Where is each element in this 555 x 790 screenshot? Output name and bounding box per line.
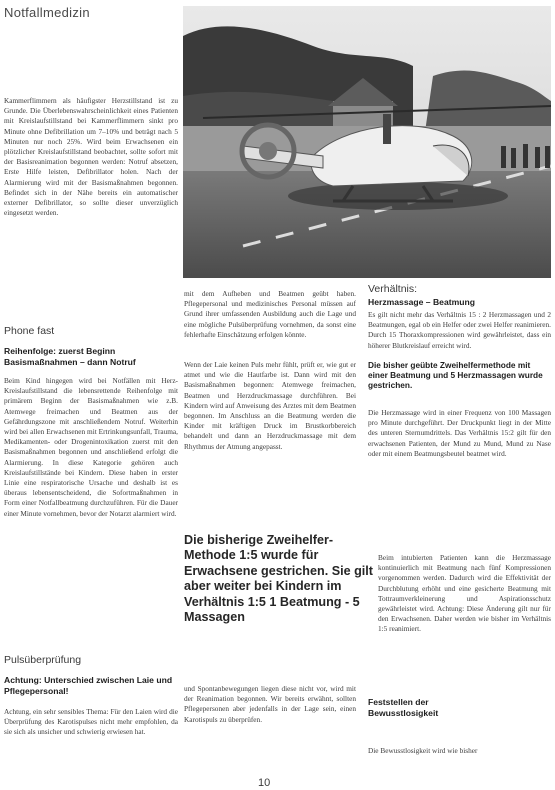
intro-paragraph: Kammerflimmern als häufigster Herzstillstand ist zu Grunde. Die Überlebenswahrscheinlichkeit eines Patienten mit Kreislaufstillstand bei Kammerflimmern sinkt pro Minute ohne Defibrillation um 7–10% und beträgt nach 5 Minuten nur noch 25%. Wird beim Erwachsenen ein plötzlicher Kreislaufstillstand beobachtet, sollte sofort mit der Basisreanimation begonnen werden: Notruf absetzen, Erste Hilfe leisten, Defibrillator holen. Nach der Alarmierung wird mit der Basismaßnahmen begonnen. Befindet sich in der Nähe bereits ein automatischer externer Defibrillator, so sollte dieser unverzüglich eingesetzt werden. [4, 96, 178, 218]
pulse-check-subheading: Achtung: Unterschied zwischen Laie und Pflegepersonal! [4, 675, 173, 696]
pulse-check-paragraph: Achtung, ein sehr sensibles Thema: Für den Laien wird die Überprüfung des Karotispulses nicht mehr empfohlen, da sie sich als unsicher und schwierig erwiesen hat. [4, 707, 178, 737]
consciousness-paragraph: Die Bewusstlosigkeit wird wie bisher [368, 746, 478, 755]
ratio-subheading: Herzmassage – Beatmung [368, 297, 475, 307]
helicopter-landing-image [183, 6, 551, 278]
middle-column-paragraph-3: und Spontanbewegungen liegen diese nicht vor, wird mit der Reanimation begonnen. Wir bereits erwähnt, sollten Pflegepersonen aber jedenfalls in der Lage sein, einen Karotispuls zu überprüfen. [184, 684, 356, 724]
phone-fast-paragraph: Beim Kind hingegen wird bei Notfällen mit Herz-Kreislaufstillstand die lebensrettende Reihenfolge mit primärem Beginn der Basismaßnahmen wie z.B. Atemwege freimachen und Beatmen aus der Gefährdungszone mit anschließendem Notruf. Weiterhin wird bei allen Erwachsenen mit Ertrinkungsunfall, Trauma, Medikamenten- oder Drogenintoxikation zuerst mit den Basismaßnahmen begonnen und anschließend erfolgt die Alarmierung. In diese Kategorie gehören auch Kreislaufstillstände bei Kindern. Diese haben in erster Linie eine respiratorische Ursache und deshalb ist es überaus lebensentscheidend, die Sofortmaßnahmen in Form einer Notfallbeatmung durchzuführen. Für die Dauer einer Minute vornehmen, bevor der Notarzt alarmiert wird. [4, 376, 178, 518]
middle-column-paragraph-2: Wenn der Laie keinen Puls mehr fühlt, prüft er, wie gut er atmet und wie die Hautfarbe ist. Dann wird mit den Basismaßnahmen begonnen: Atemwege freimachen, Beatmen und Herzdruckmassage durchführen. Bei Kindern wird auf Anweisung des Arztes mit dem Beatmen begonnen. Im Anschluss an die Beatmung werden die Kinder mit kräftigen Druck im Brustkorbbereich behandelt und dann an Herzdruckmassage mit dem Rhythmus der Atmung angepasst. [184, 360, 356, 451]
pull-quote: Die bisherige Zweihelfer-Methode 1:5 wurde für Erwachsene gestrichen. Sie gilt aber weiter bei Kindern im Verhältnis 1:5 1 Beatmung - 5 Massagen [184, 533, 373, 625]
phone-fast-heading: Phone fast [4, 325, 55, 337]
page-number: 10 [258, 777, 271, 789]
phone-fast-subheading: Reihenfolge: zuerst Beginn Basismaßnahmen – dann Notruf [4, 346, 136, 367]
middle-column-paragraph-1: mit dem Aufheben und Beatmen geübt haben. Pflegepersonal und medizinisches Personal müssen auf Grund ihrer umfassenden Ausbildung auch die Lage und eine mögliche Pulsüberprüfung vornehmen, da sonst eine fehlerhafte Einschätzung erfolgen könnte. [184, 289, 356, 339]
ratio-paragraph-3: Beim intubierten Patienten kann die Herzmassage kontinuierlich mit Beatmung nach fünf Kompressionen vorgenommen werden. Dadurch wird die Effektivität der Durchblutung erhöht und eine gesicherte Beatmung mit Tottraumverkleinerung und Aspirationsschutz gewährleistet wird. Achtung: Diese Änderung gilt nur für den Erwachsenen. Daher werden wie bisher im Verhältnis 1:5 reanimiert. [378, 553, 551, 634]
ratio-highlight: Die bisher geübte Zweihelfermethode mit einer Beatmung und 5 Herzmassagen wurde gestrichen. [368, 360, 543, 391]
ratio-heading: Verhältnis: [368, 283, 418, 295]
pulse-check-heading: Pulsüberprüfung [4, 654, 82, 666]
helicopter-photo [183, 6, 551, 278]
ratio-paragraph-2: Die Herzmassage wird in einer Frequenz von 100 Massagen pro Minute durchgeführt. Der Druckpunkt liegt in der Mitte des unteren Sternumdrittels. Das Verhältnis 15:2 gilt für den erwachsenen Patienten, der Mund zu Mund, Mund zu Nase oder mit einem Beatmungsbeutel beatmet wird. [368, 408, 551, 458]
consciousness-heading: Feststellen der Bewusstlosigkeit [368, 697, 439, 718]
page-header-title: Notfallmedizin [4, 5, 90, 20]
ratio-paragraph: Es gilt nicht mehr das Verhältnis 15 : 2 Herzmassagen und 2 Beatmungen, egal ob ein Helfer oder zwei Helfer reanimieren. Durch 15 Thoraxkompressionen wird gewährleistet, dass ein höherer Blutkreislauf erreicht wird. [368, 310, 551, 350]
